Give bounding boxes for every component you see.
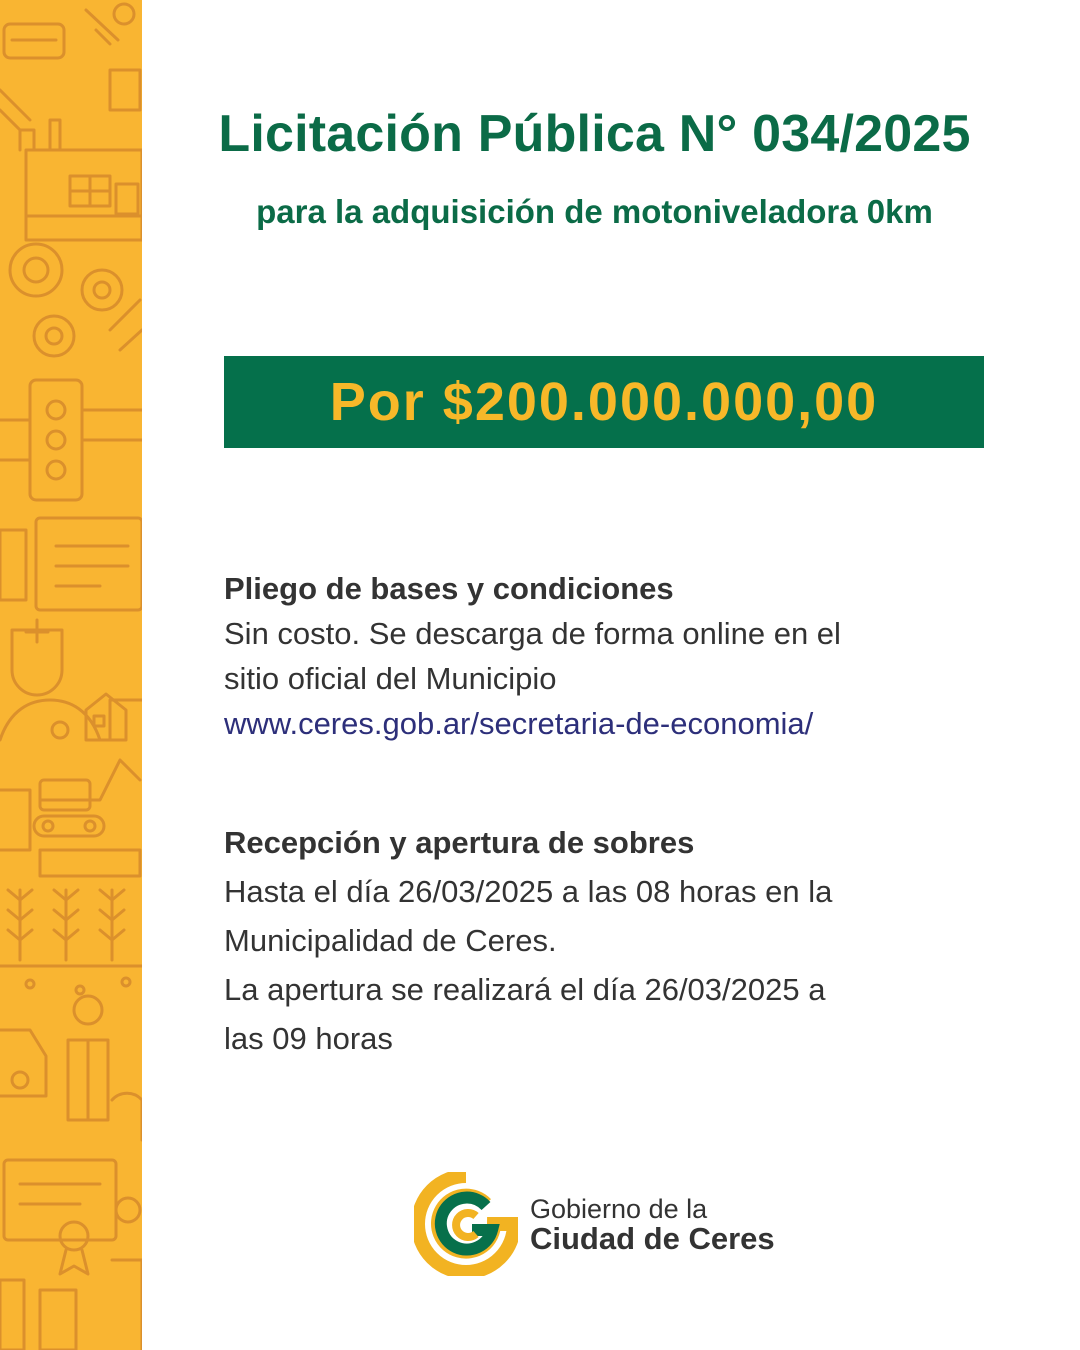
recepcion-text-line-2: Municipalidad de Ceres.: [224, 923, 557, 958]
page-title: Licitación Pública N° 034/2025: [218, 105, 971, 163]
recepcion-text-line-3: La apertura se realizará el día 26/03/2025 a: [224, 972, 826, 1007]
pliego-text-line-2: sitio oficial del Municipio: [224, 661, 557, 696]
amount-banner: [224, 356, 984, 448]
logo-text-line-1: Gobierno de la: [530, 1194, 708, 1224]
logo-text-line-2: Ciudad de Ceres: [530, 1221, 775, 1256]
main-content: [142, 0, 1080, 1350]
decorative-sidebar: [0, 0, 142, 1350]
recepcion-section: [224, 818, 984, 1063]
economia-link[interactable]: www.ceres.gob.ar/secretaria-de-economia/: [224, 706, 814, 741]
decorative-pattern: [0, 0, 142, 1350]
amount-label: Por $200.000.000,00: [329, 372, 879, 432]
recepcion-text-line-1: Hasta el día 26/03/2025 a las 08 horas en la: [224, 874, 833, 909]
ceres-logo: [414, 1172, 834, 1278]
pliego-text-line-1: Sin costo. Se descarga de forma online en el: [224, 616, 841, 651]
ceres-logo-icon: [414, 1172, 518, 1276]
pliego-heading: Pliego de bases y condiciones: [224, 571, 674, 606]
recepcion-text-line-4: las 09 horas: [224, 1021, 393, 1056]
page-subtitle: para la adquisición de motoniveladora 0km: [256, 193, 933, 230]
recepcion-heading: Recepción y apertura de sobres: [224, 825, 695, 860]
pliego-section: [224, 566, 984, 746]
